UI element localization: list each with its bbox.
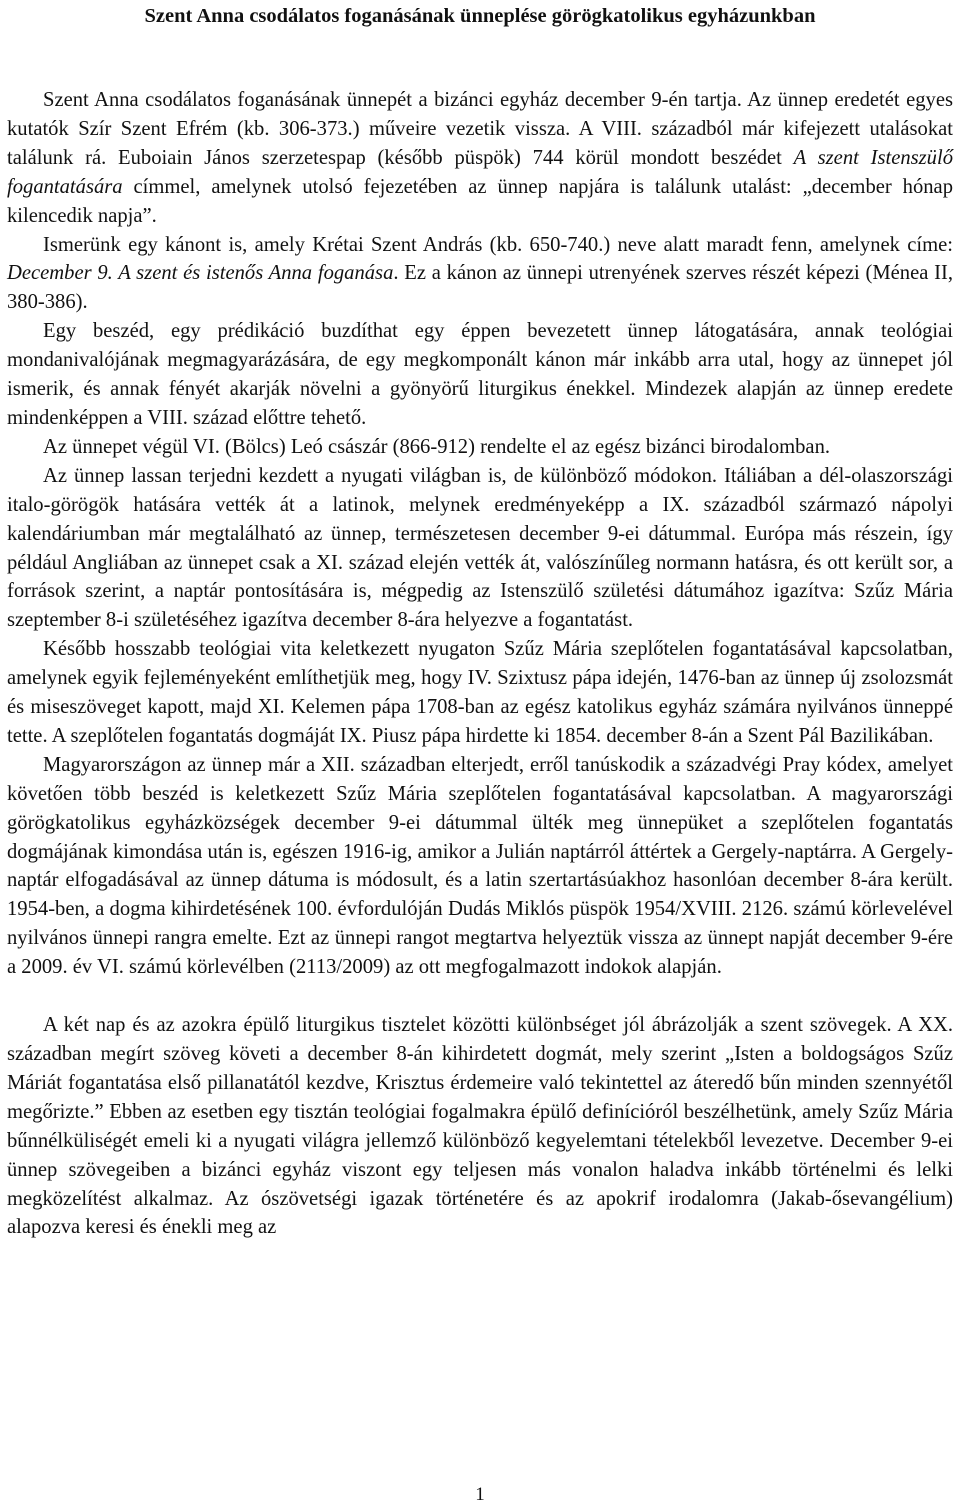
paragraph-text: Az ünnepet végül VI. (Bölcs) Leó császár (866-912) rendelte el az egész bizánci birodalomban. [43, 435, 831, 458]
paragraph-text: Később hosszabb teológiai vita keletkezett nyugaton Szűz Mária szeplőtelen fogantatásával kapcsolatban, amelynek egyik fejleményeként említhetjük meg, hogy IV. Szixtusz pápa idején, 1476-ban az ünnep új zsolozsmát és miseszöveget kapott, majd XI. Kelemen pápa 1708-ban az egész katolikus egyház számára nyilvános ünneppé tette. A szeplőtelen fogantatás dogmáját IX. Piusz pápa hirdette ki 1854. december 8-án a Szent Pál Bazilikában. [7, 638, 953, 747]
paragraph-text: Egy beszéd, egy prédikáció buzdíthat egy éppen bevezetett ünnep látogatására, annak teológiai mondanivalójának megmagyarázására, de egy megkomponált kánon már inkább arra utal, hogy az ünnepet jól ismerik, és annak fényét akarják növelni a gyönyörű liturgikus énekkel. Mindezek alapján az ünnep eredete mindenképpen a VIII. század előttre tehető. [7, 320, 953, 429]
paragraph [7, 433, 953, 462]
paragraph [7, 462, 953, 635]
paragraph [7, 86, 953, 231]
page-title: Szent Anna csodálatos foganásának ünneplése görögkatolikus egyházunkban [144, 5, 816, 27]
paragraph-text: . Ez a kánon az ünnepi utrenyének szerves részét képezi (Ménea II, 380-386). [7, 262, 953, 314]
page-number: 1 [475, 1484, 485, 1505]
paragraph [7, 635, 953, 751]
paragraph-text: címmel, amelynek utolsó fejezetében az ünnep napjára is találunk utalást: „december hónap kilencedik napja”. [7, 175, 953, 227]
paragraph [7, 1011, 953, 1242]
italic-title: December 9. A szent és istenős Anna foganása [7, 262, 394, 285]
body-text [7, 86, 953, 1242]
paragraph-text: Ismerünk egy kánont is, amely Krétai Szent András (kb. 650-740.) neve alatt maradt fenn, amelynek címe: [43, 233, 953, 256]
paragraph-text: A két nap és az azokra épülő liturgikus tisztelet közötti különbséget jól ábrázolják a szent szövegek. A XX. században megírt szöveg követi a december 8-án kihirdetett dogmát, mely szerint „Isten a boldogságos Szűz Máriát fogantatása első pillanatától kezdve, Krisztus érdemeire való tekintettel az áteredő bűn minden szennyétől megőrizte.” Ebben az esetben egy tisztán teológiai fogalmakra épülő definícióról beszélhetünk, amely Szűz Mária bűnnélküliségét emeli ki a nyugati világra jellemző különböző kegyelemtani tételekből levezetve. December 9-ei ünnep szövegeiben a bizánci egyház viszont egy teljesen más vonalon haladva inkább történelmi és lelki megközelítést alkalmaz. Az ószövetségi igazak történetére és az apokrif irodalomra (Jakab-ősevangélium) alapozva keresi és énekli meg az [7, 1014, 953, 1239]
paragraph [7, 231, 953, 318]
italic-title: A szent Istenszülő fogantatására [7, 146, 953, 198]
paragraph [7, 751, 953, 982]
paragraph-text: Szent Anna csodálatos foganásának ünnepét a bizánci egyház december 9-én tartja. Az ünnep eredetét egyes kutatók Szír Szent Efrém (kb. 306-373.) műveire vezetik vissza. A VIII. századból már kifejezett utalásokat találunk rá. Euboiain János szerzetespap (később püspök) 744 körül mondott beszédet [7, 89, 953, 169]
paragraph-text: Az ünnep lassan terjedni kezdett a nyugati világban is, de különböző módokon. Itáliában a dél-olaszországi italo-görögök hatására vették át a latinok, melynek eredményeképp a IX. századból származó nápolyi kalendáriumban már megtalálható az ünnep, természetesen december 9-ei dátummal. Európa más részein, így például Angliában az ünnepet csak a XI. század elején vették át, valószínűleg normann hatásra, és ott került sor, a források szerint, a naptár pontosítására is, mégpedig az Istenszülő születési dátumához igazítva: Szűz Mária szeptember 8-i születéséhez igazítva december 8-ára helyezve a fogantatást. [7, 464, 953, 632]
paragraph [7, 317, 953, 433]
paragraph-text: Magyarországon az ünnep már a XII. században elterjedt, erről tanúskodik a századvégi Pray kódex, amelyet követően több beszéd is keletkezett Szűz Mária szeplőtelen fogantatásával kapcsolatban. A magyarországi görögkatolikus egyházközségek december 9-ei dátummal ülték meg ünnepüket a szeplőtelen fogantatás dogmájának kimondása után is, egészen 1916-ig, amikor a Julián naptárról áttértek a Gergely-naptárra. A Gergely-naptár elfogadásával az ünnep dátuma is módosult, és a latin szertartásúakhoz hasonlóan december 8-ára került. 1954-ben, a dogma kihirdetésének 100. évfordulóján Dudás Miklós püspök 1954/XVIII. 2126. számú körlevelével nyilvános ünnepi rangra emelte. Ezt az ünnepi rangot megtartva helyeztük vissza az ünnept napját december 9-ére a 2009. év VI. számú körlevélben (2113/2009) az ott megfogalmazott indokok alapján. [7, 753, 953, 979]
